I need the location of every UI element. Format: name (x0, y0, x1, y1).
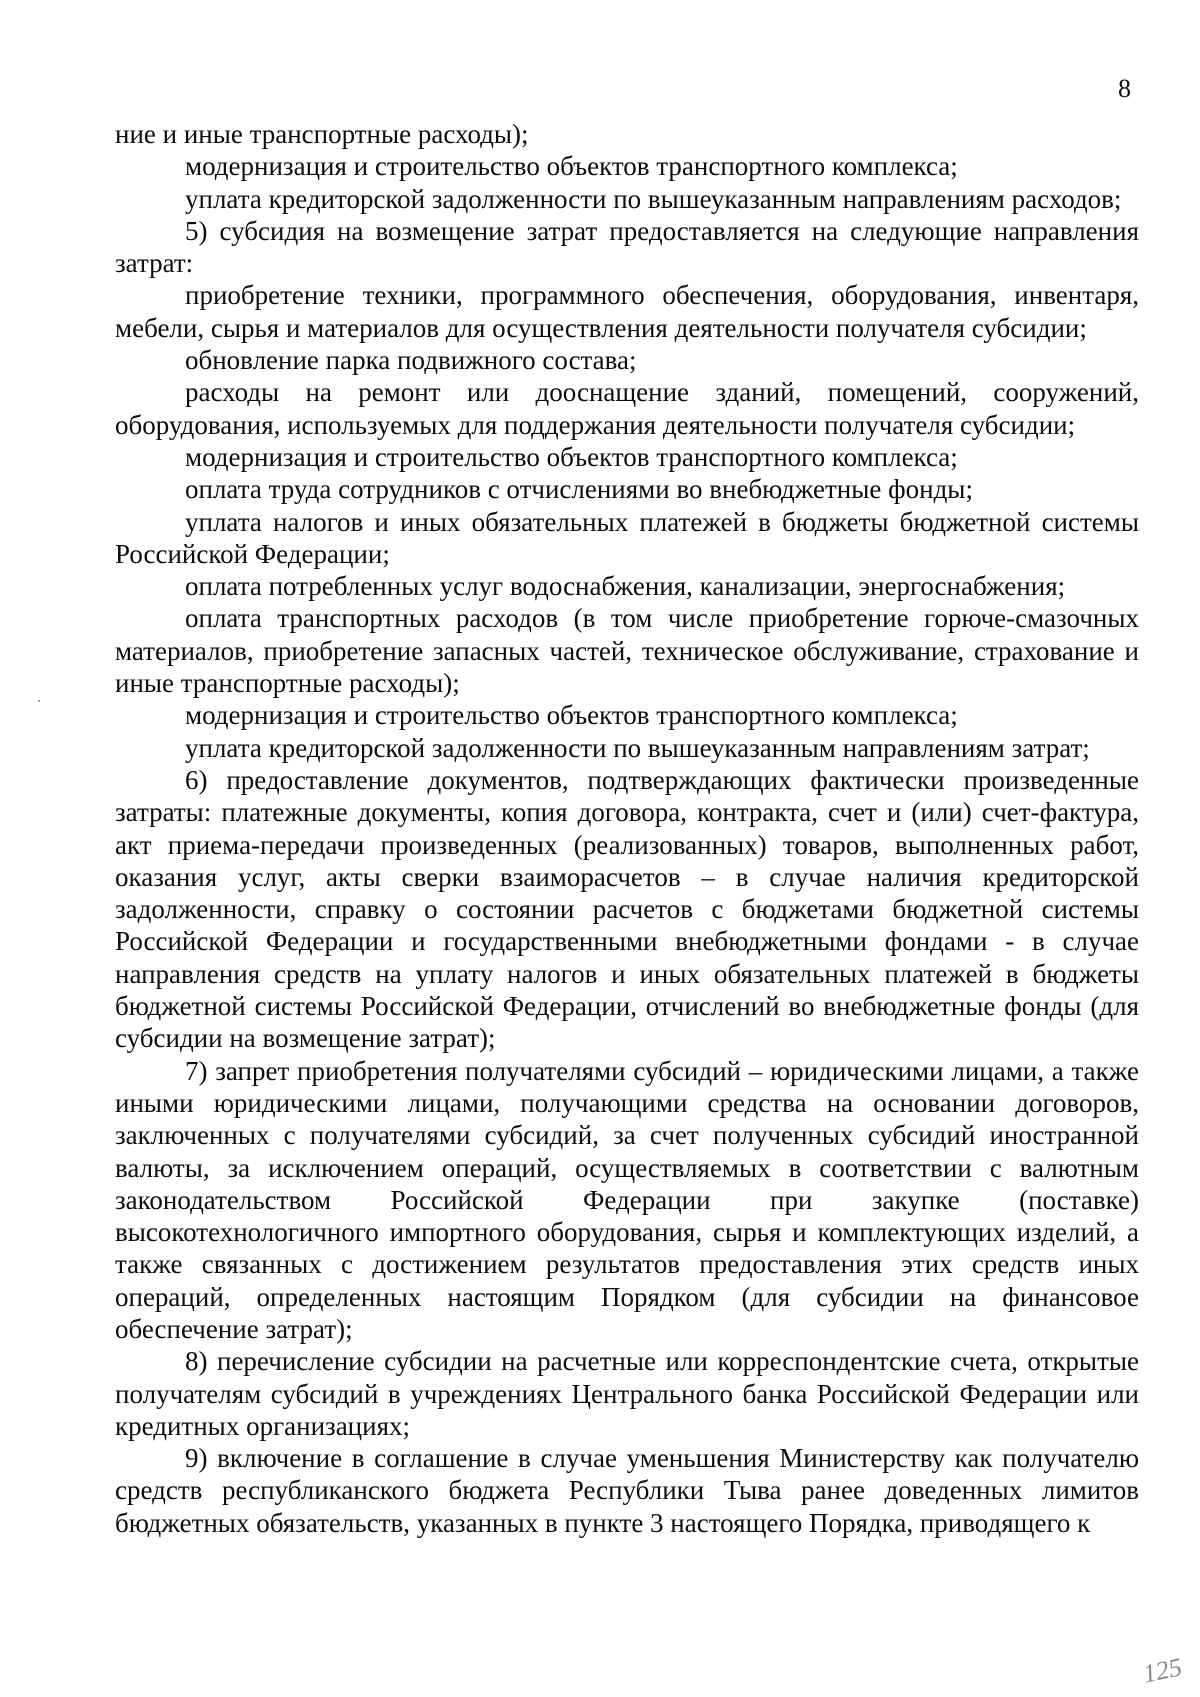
paragraph: расходы на ремонт или дооснащение зданий, помещений, сооружений, оборудования, используемых для поддержания деятельности получателя субсидии; (115, 377, 1139, 440)
paragraph-item-6: 6) предоставление документов, подтверждающих фактически произведенные затраты: платежные документы, копия договора, контракта, счет и (или) счет-фактура, акт приема-передачи произведенных (реализованных) товаров, выполненных работ, оказания услуг, акты сверки взаиморасчетов – в случае наличия кредиторской задолженности, справку о состоянии расчетов с бюджетами бюджетной системы Российской Федерации и государственными внебюджетными фондами - в случае направления средств на уплату налогов и иных обязательных платежей в бюджеты бюджетной системы Российской Федерации, отчислений во внебюджетные фонды (для субсидии на возмещение затрат); (115, 764, 1139, 1054)
page-number: 8 (1118, 74, 1131, 103)
paragraph-item-8: 8) перечисление субсидии на расчетные или корреспондентские счета, открытые получателям субсидий в учреждениях Центрального банка Российской Федерации или кредитных организациях; (115, 1346, 1139, 1441)
paragraph-item-5: 5) субсидия на возмещение затрат предоставляется на следующие направления затрат: (115, 215, 1139, 279)
paragraph: модернизация и строительство объектов транспортного комплекса; (185, 441, 958, 472)
paragraph: модернизация и строительство объектов транспортного комплекса; (185, 151, 958, 182)
paragraph-item-9: 9) включение в соглашение в случае уменьшения Министерству как получателю средств республиканского бюджета Республики Тыва ранее доведенных лимитов бюджетных обязательств, указанных в пункте 3 настоящего Порядка, приводящего к (115, 1443, 1139, 1538)
body-text (115, 118, 1139, 1539)
paragraph: приобретение техники, программного обеспечения, оборудования, инвентаря, мебели, сырья и материалов для осуществления деятельности получателя субсидии; (115, 280, 1139, 343)
paragraph-item-7: 7) запрет приобретения получателями субсидий – юридическими лицами, а также иными юридическими лицами, получающими средства на основании договоров, заключенных с получателями субсидий, за счет полученных субсидий иностранной валюты, за исключением операций, осуществляемых в соответствии с валютным законодательством Российской Федерации при закупке (поставке) высокотехнологичного импортного оборудования, сырья и комплектующих изделий, а также связанных с достижением результатов предоставления этих средств иных операций, определенных настоящим Порядком (для субсидии на финансовое обеспечение затрат); (115, 1055, 1139, 1344)
paragraph: оплата транспортных расходов (в том числе приобретение горюче-смазочных материалов, приобретение запасных частей, техническое обслуживание, страхование и иные транспортные расходы); (115, 603, 1139, 699)
paragraph: модернизация и строительство объектов транспортного комплекса; (185, 700, 958, 731)
scan-speck (38, 700, 40, 702)
paragraph: уплата кредиторской задолженности по вышеуказанным направлениям затрат; (185, 732, 1090, 763)
paragraph: уплата налогов и иных обязательных платежей в бюджеты бюджетной системы Российской Федерации; (115, 506, 1139, 569)
paragraph: оплата труда сотрудников с отчислениями во внебюджетные фонды; (185, 474, 973, 505)
handwritten-page-mark: 125 (1140, 1652, 1185, 1689)
paragraph: уплата кредиторской задолженности по вышеуказанным направлениям расходов; (185, 183, 1122, 214)
paragraph: обновление парка подвижного состава; (185, 345, 637, 376)
paragraph: оплата потребленных услуг водоснабжения, канализации, энергоснабжения; (185, 571, 1066, 602)
paragraph-continuation: ние и иные транспортные расходы); (115, 119, 529, 149)
